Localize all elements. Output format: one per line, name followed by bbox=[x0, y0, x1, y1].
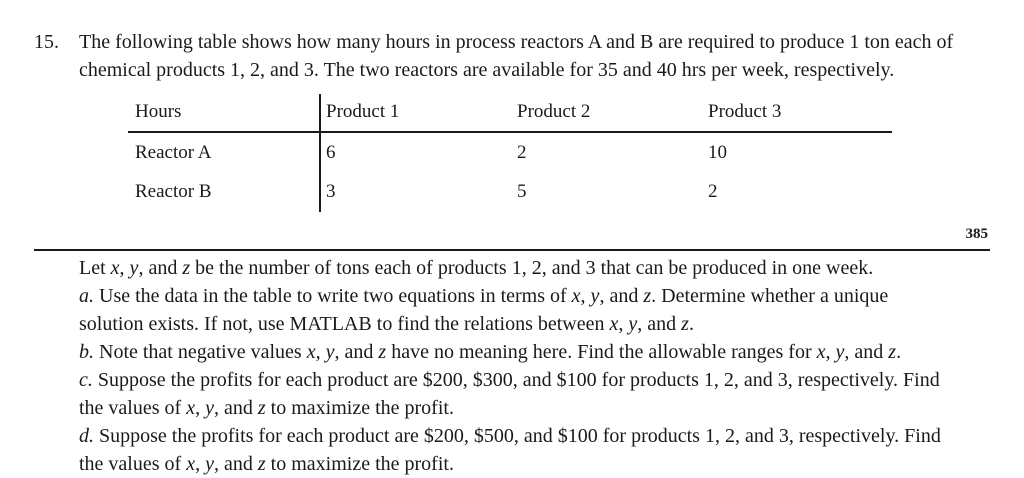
table-cell: 6 bbox=[326, 142, 336, 163]
part-d-line-2: the values of x, y, and z to maximize the profit. bbox=[79, 453, 454, 475]
table-header-hours: Hours bbox=[135, 101, 182, 122]
part-a-line-2: solution exists. If not, use MATLAB to find the relations between x, y, and z. bbox=[79, 313, 694, 335]
part-c-line-2: the values of x, y, and z to maximize the profit. bbox=[79, 397, 454, 419]
table-header-product-2: Product 2 bbox=[517, 101, 591, 122]
table-row-label-reactor-a: Reactor A bbox=[135, 142, 212, 163]
page-number: 385 bbox=[965, 226, 988, 242]
table-header-rule bbox=[128, 131, 892, 133]
table-cell: 3 bbox=[326, 181, 336, 202]
table-cell: 2 bbox=[517, 142, 527, 163]
table-column-divider bbox=[319, 94, 321, 212]
part-c-line-1: c. Suppose the profits for each product are $200, $300, and $100 for products 1, 2, and 3, respectively. Find bbox=[79, 369, 940, 391]
part-a-line-1: a. Use the data in the table to write two equations in terms of x, y, and z. Determine whether a unique bbox=[79, 285, 889, 307]
part-d-line-1: d. Suppose the profits for each product are $200, $500, and $100 for products 1, 2, and 3, respectively. Find bbox=[79, 425, 941, 447]
table-cell: 2 bbox=[708, 181, 718, 202]
problem-intro bbox=[79, 28, 994, 84]
intro-line: chemical products 1, 2, and 3. The two reactors are available for 35 and 40 hrs per week, respectively. bbox=[79, 59, 895, 81]
part-b-line: b. Note that negative values x, y, and z have no meaning here. Find the allowable ranges for x, y, and z. bbox=[79, 341, 902, 363]
problem-parts bbox=[79, 254, 994, 478]
table-header-product-1: Product 1 bbox=[326, 101, 400, 122]
table-cell: 5 bbox=[517, 181, 527, 202]
variable-definition-line: Let x, y, and z be the number of tons each of products 1, 2, and 3 that can be produced in one week. bbox=[79, 257, 874, 279]
table-cell: 10 bbox=[708, 142, 727, 163]
part-a-label: a. bbox=[79, 285, 94, 307]
intro-line: The following table shows how many hours in process reactors A and B are required to produce 1 ton each of bbox=[79, 31, 954, 53]
part-b-label: b. bbox=[79, 341, 94, 363]
problem-number: 15. bbox=[34, 31, 59, 53]
part-d-label: d. bbox=[79, 425, 94, 447]
part-c-label: c. bbox=[79, 369, 93, 391]
page-divider bbox=[34, 249, 990, 251]
table-header-product-3: Product 3 bbox=[708, 101, 782, 122]
table-row-label-reactor-b: Reactor B bbox=[135, 181, 212, 202]
